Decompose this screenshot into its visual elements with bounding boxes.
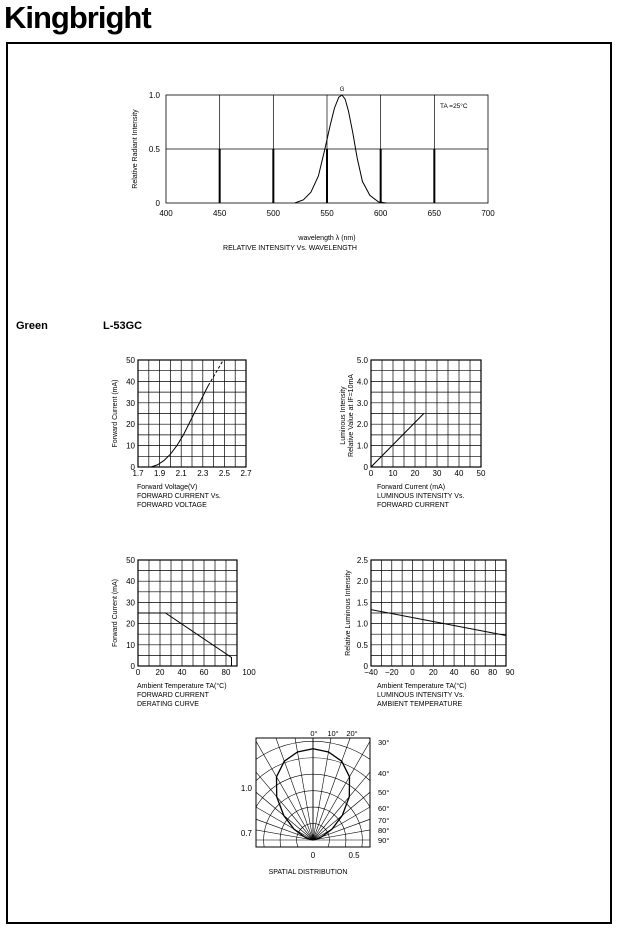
iv-ylabel: Forward Current (mA) [112, 379, 119, 448]
derating-ytick-label: 20 [126, 619, 135, 629]
spectrum-xtick-label: 700 [481, 209, 495, 218]
spatial-angle-label: 70° [378, 816, 390, 825]
spatial-angle-label: 20° [346, 729, 358, 738]
spatial-angle-label: 80° [378, 826, 390, 835]
derating-caption: DERATING CURVE [137, 701, 199, 708]
spatial-radial-label: 0.7 [240, 829, 252, 838]
iv-caption: FORWARD VOLTAGE [137, 502, 207, 509]
iv-xtick-label: 2.3 [197, 469, 209, 478]
lum-current-xtick-label: 50 [476, 469, 486, 478]
spectrum-xtick-label: 400 [159, 209, 173, 218]
spectrum-series-label: G [339, 87, 345, 93]
lum-current-curve [371, 414, 424, 468]
lum-temp-xtick-label: 40 [449, 668, 459, 677]
lum-current-ytick-label: 3.0 [356, 398, 368, 408]
derating-curve [138, 613, 232, 666]
spectrum-ytick-label: 0.5 [148, 145, 160, 154]
derating-ylabel: Forward Current (mA) [112, 578, 119, 648]
lum-current-ylabel: Relative Value at IF=10mA [348, 374, 355, 457]
lum-temp-ytick-label: 2.0 [356, 577, 368, 587]
derating-ytick-label: 40 [126, 577, 135, 587]
lum-temp-caption: AMBIENT TEMPERATURE [377, 701, 463, 708]
lum-temp-ytick-label: 0.5 [356, 640, 368, 650]
spectrum-caption: RELATIVE INTENSITY Vs. WAVELENGTH [223, 245, 357, 252]
spatial-angle-label: 10° [327, 729, 339, 738]
lum-temp-xtick-label: −40 [364, 668, 378, 677]
iv-ytick-label: 30 [126, 398, 135, 408]
derating-caption: FORWARD CURRENT [137, 692, 209, 699]
derating-xtick-label: 80 [221, 668, 231, 677]
iv-xtick-label: 2.7 [240, 469, 252, 478]
spatial-caption: SPATIAL DISTRIBUTION [268, 869, 348, 876]
lum-temp-xtick-label: 20 [428, 668, 438, 677]
lum-temp-xlabel: Ambient Temperature TA(°C) [377, 683, 467, 690]
derating-xtick-label: 20 [155, 668, 165, 677]
iv-ytick-label: 20 [126, 420, 135, 430]
spatial-bottom-label: 0.5 [348, 851, 360, 860]
lum-current-ytick-label: 5.0 [356, 356, 368, 365]
lum-current-xtick-label: 10 [388, 469, 398, 478]
spectrum-ytick-label: 1.0 [148, 91, 160, 100]
iv-ytick-label: 10 [126, 441, 135, 451]
derating-ytick-label: 0 [130, 662, 135, 671]
lum-temp-ytick-label: 0 [363, 662, 368, 671]
iv-xlabel: Forward Voltage(V) [137, 484, 198, 491]
spectrum-annotation: TA =25°C [440, 103, 468, 110]
spectrum-ylabel: Relative Radiant Intensity [132, 109, 139, 189]
spatial-angle-label: 0° [310, 729, 318, 738]
spatial-bottom-label: 0 [310, 851, 316, 860]
lum-temp-xtick-label: −20 [384, 668, 399, 677]
iv-curve [208, 360, 223, 386]
lum-current-xtick-label: 0 [368, 469, 374, 478]
iv-xtick-label: 2.1 [175, 469, 187, 478]
kingbright-logo: Kingbright [4, 0, 151, 35]
spectrum-xlabel: wavelength λ (nm) [298, 235, 356, 242]
lum-current-xtick-label: 20 [410, 469, 420, 478]
lum-temp-curve [371, 610, 506, 636]
part-number: L-53GC [103, 320, 143, 332]
derating-ytick-label: 50 [126, 556, 135, 565]
spatial-radial-label: 1.0 [240, 784, 252, 793]
lum-temp-xtick-label: 60 [470, 668, 480, 677]
iv-xtick-label: 1.9 [154, 469, 166, 478]
iv-xtick-label: 1.7 [132, 469, 144, 478]
lum-temp-xtick-label: 90 [505, 668, 515, 677]
iv-ytick-label: 0 [130, 463, 135, 472]
derating-ytick-label: 10 [126, 640, 135, 650]
spectrum-xtick-label: 650 [427, 209, 442, 218]
derating-xlabel: Ambient Temperature TA(°C) [137, 683, 227, 690]
derating-xtick-label: 100 [242, 668, 256, 677]
derating-ytick-label: 30 [126, 598, 135, 608]
iv-ytick-label: 40 [126, 377, 135, 387]
spectrum-ytick-label: 0 [155, 199, 160, 208]
spectrum-xtick-label: 450 [212, 209, 227, 218]
lum-temp-ytick-label: 1.5 [356, 598, 368, 608]
iv-ytick-label: 50 [126, 356, 135, 365]
spatial-angle-label: 40° [378, 769, 390, 778]
lum-current-ylabel: Luminous Intensity [340, 386, 347, 445]
spectrum-xtick-label: 550 [320, 209, 334, 218]
spatial-angle-label: 30° [378, 738, 390, 747]
lum-current-caption: LUMINOUS INTENSITY Vs. [377, 493, 465, 500]
iv-caption: FORWARD CURRENT Vs. [137, 493, 221, 500]
lum-temp-ylabel: Relative Luminous Intensity [345, 570, 352, 656]
lum-temp-xtick-label: 0 [410, 668, 415, 677]
spatial-angle-label: 50° [378, 788, 390, 797]
lum-current-ytick-label: 1.0 [356, 441, 368, 451]
iv-xtick-label: 2.5 [218, 469, 230, 478]
spectrum-xtick-label: 500 [266, 209, 281, 218]
derating-xtick-label: 40 [177, 668, 187, 677]
lum-temp-ytick-label: 1.0 [356, 619, 368, 629]
derating-xtick-label: 60 [199, 668, 209, 677]
lum-current-xtick-label: 30 [432, 469, 442, 478]
lum-temp-caption: LUMINOUS INTENSITY Vs. [377, 692, 465, 699]
spatial-angle-label: 60° [378, 804, 390, 813]
lum-current-ytick-label: 0 [363, 463, 368, 472]
lum-current-ytick-label: 4.0 [356, 377, 368, 387]
lum-temp-ytick-label: 2.5 [356, 556, 368, 565]
spatial-angle-label: 90° [378, 836, 390, 845]
lum-current-xlabel: Forward Current (mA) [377, 484, 446, 491]
color-label: Green [16, 320, 48, 332]
lum-current-ytick-label: 2.0 [356, 420, 368, 430]
lum-temp-xtick-label: 80 [488, 668, 498, 677]
spectrum-xtick-label: 600 [373, 209, 388, 218]
lum-current-xtick-label: 40 [454, 469, 464, 478]
derating-xtick-label: 0 [135, 668, 141, 677]
lum-current-caption: FORWARD CURRENT [377, 502, 449, 509]
